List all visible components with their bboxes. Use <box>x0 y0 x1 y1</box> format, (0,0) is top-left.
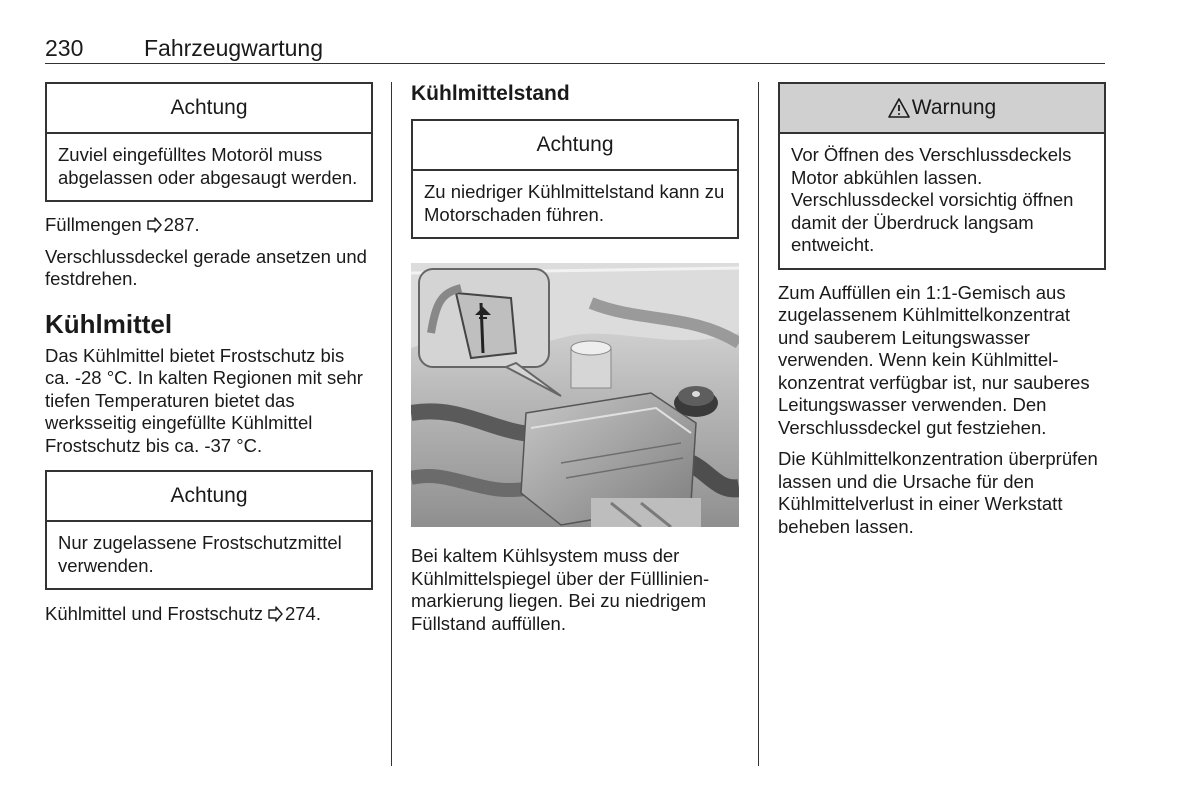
warning-header <box>780 84 1104 134</box>
reference-label: Kühlmittel und Frostschutz <box>45 603 263 624</box>
antifreeze-reference[interactable] <box>45 603 373 626</box>
caution-text: Nur zugelassene Frostschutzmittel verwenden. <box>58 532 342 576</box>
column-divider-2 <box>758 82 759 766</box>
column-right <box>778 82 1106 547</box>
reference-label: Füllmengen <box>45 214 142 235</box>
heading-coolant: Kühlmittel <box>45 308 173 339</box>
warning-triangle-icon <box>888 98 910 118</box>
warning-box <box>778 82 1106 270</box>
section-title: Fahrzeugwartung <box>144 35 323 61</box>
page-reference-icon <box>267 606 283 622</box>
caution-title: Achtung <box>47 84 371 134</box>
header-divider <box>45 63 1105 64</box>
page-reference-icon <box>146 217 162 233</box>
coolant-description: Das Kühlmittel bietet Frostschutz bis ca. -28 °C. In kalten Regionen mit sehr tiefen Temperaturen bietet das werksseitig eingefüllte Kühlmittel Frostschutz bis ca. -37 °C. <box>45 344 363 456</box>
page-number: 230 <box>45 35 84 61</box>
heading-coolant-level: Kühlmittelstand <box>411 82 570 105</box>
column-left <box>45 82 373 635</box>
caution-text: Zu niedriger Kühlmittelstand kann zu Motorschaden führen. <box>424 181 725 225</box>
caution-box-antifreeze <box>45 470 373 590</box>
coolant-reservoir-illustration <box>411 263 739 527</box>
reference-page: 287. <box>163 214 200 235</box>
page-header <box>45 30 1105 65</box>
engine-bay-image <box>411 263 739 527</box>
caution-title: Achtung <box>413 121 737 171</box>
warning-text: Vor Öffnen des Verschlussdeckels Motor abkühlen lassen. Verschlussdeckel vorsichtig öffnen damit der Überdruck langsam entweicht. <box>791 144 1074 255</box>
caution-text: Zuviel eingefülltes Motoröl muss abgelassen oder abgesaugt werden. <box>58 144 358 188</box>
reference-page: 274. <box>284 603 321 624</box>
caution-box-coolant-level <box>411 119 739 239</box>
coolant-level-instruction: Bei kaltem Kühlsystem muss der Kühlmittelspiegel über der Fülllinienmarkierung liegen. Bei zu niedrigem Füllstand auffüllen. <box>411 545 710 634</box>
cap-instruction: Verschlussdeckel gerade ansetzen und festdrehen. <box>45 245 367 289</box>
concentration-check-instruction: Die Kühlmittelkonzentration überprüfen lassen und die Ursache für den Kühlmittelverlust in einer Werkstatt beheben lassen. <box>778 448 1098 537</box>
column-middle <box>411 82 739 644</box>
refill-instruction: Zum Auffüllen ein 1:1-Gemisch aus zugelassenem Kühlmittelkonzentrat und sauberem Leitungswasser verwenden. Wenn kein Kühlmittelkonzentrat verfügbar ist, nur sauberes Leitungswasser verwenden. Den Verschlussdeckel gut festziehen. <box>778 281 1090 438</box>
column-divider-1 <box>391 82 392 766</box>
caution-title: Achtung <box>47 472 371 522</box>
fill-quantities-reference[interactable] <box>45 214 373 237</box>
warning-title: Warnung <box>911 96 997 119</box>
caution-box-oil <box>45 82 373 202</box>
